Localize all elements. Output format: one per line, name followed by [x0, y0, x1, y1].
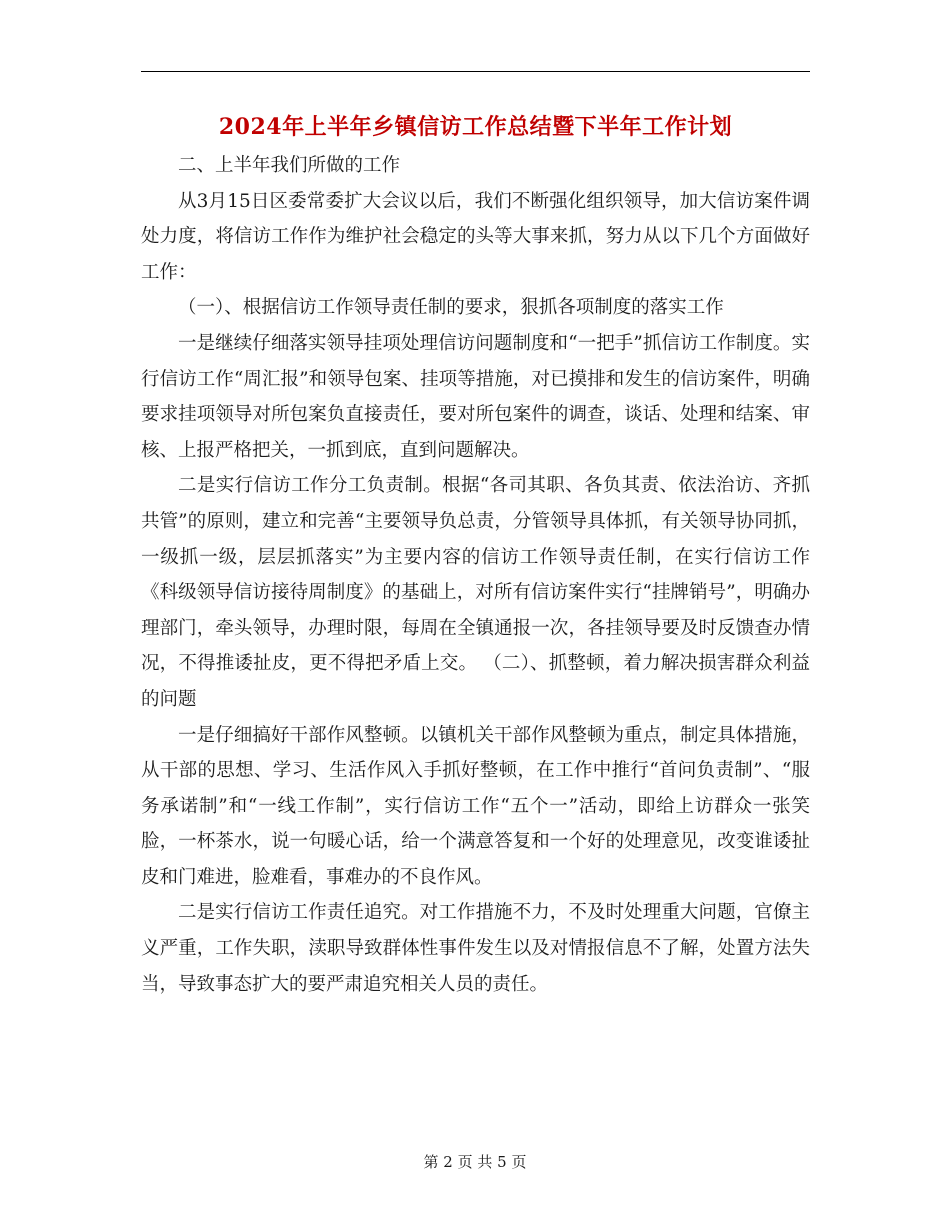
header-rule	[141, 71, 810, 72]
body-paragraph: 二是实行信访工作责任追究。对工作措施不力，不及时处理重大问题，官僚主义严重，工作失职，渎职导致群体性事件发生以及对情报信息不了解，处置方法失当，导致事态扩大的要严肃追究相关人员的责任。	[141, 902, 810, 995]
body-paragraph: 二是实行信访工作分工负责制。根据“各司其职、各负其责、依法治访、齐抓共管”的原则，建立和完善“主要领导负总责，分管领导具体抓，有关领导协同抓，一级抓一级，层层抓落实”为主要内容的信访工作领导责任制，在实行信访工作《科级领导信访接待周制度》的基础上，对所有信访案件实行“挂牌销号”，明确办理部门，牵头领导，办理时限，每周在全镇通报一次，各挂领导要及时反馈查办情况，不得推诿扯皮，更不得把矛盾上交。 （二）、抓整顿，着力解决损害群众利益的问题	[141, 475, 810, 710]
document-title: 2024年上半年乡镇信访工作总结暨下半年工作计划	[218, 114, 733, 140]
body-paragraph: 一是仔细搞好干部作风整顿。以镇机关干部作风整顿为重点，制定具体措施，从干部的思想、学习、生活作风入手抓好整顿，在工作中推行“首问负责制”、“服务承诺制”和“一线工作制”，实行信访工作“五个一”活动，即给上访群众一张笑脸，一杯茶水，说一句暖心话，给一个满意答复和一个好的处理意见，改变谁诿扯皮和门难进，脸难看，事难办的不良作风。	[141, 724, 810, 888]
subsection-heading: （一）、根据信访工作领导责任制的要求，狠抓各项制度的落实工作	[178, 297, 724, 319]
document-body	[141, 148, 810, 1002]
body-paragraph: 从3月15日区委常委扩大会议以后，我们不断强化组织领导，加大信访案件调处力度，将信访工作作为维护社会稳定的头等大事来抓，努力从以下几个方面做好工作：	[141, 190, 810, 283]
section-heading: 二、上半年我们所做的工作	[178, 155, 401, 176]
page-number: 第 2 页 共 5 页	[423, 1153, 527, 1171]
body-paragraph: 一是继续仔细落实领导挂项处理信访问题制度和“一把手”抓信访工作制度。实行信访工作“周汇报”和领导包案、挂项等措施，对已摸排和发生的信访案件，明确要求挂项领导对所包案负直接责任，要对所包案件的调查，谈话、处理和结案、审核、上报严格把关，一抓到底，直到问题解决。	[141, 332, 810, 461]
